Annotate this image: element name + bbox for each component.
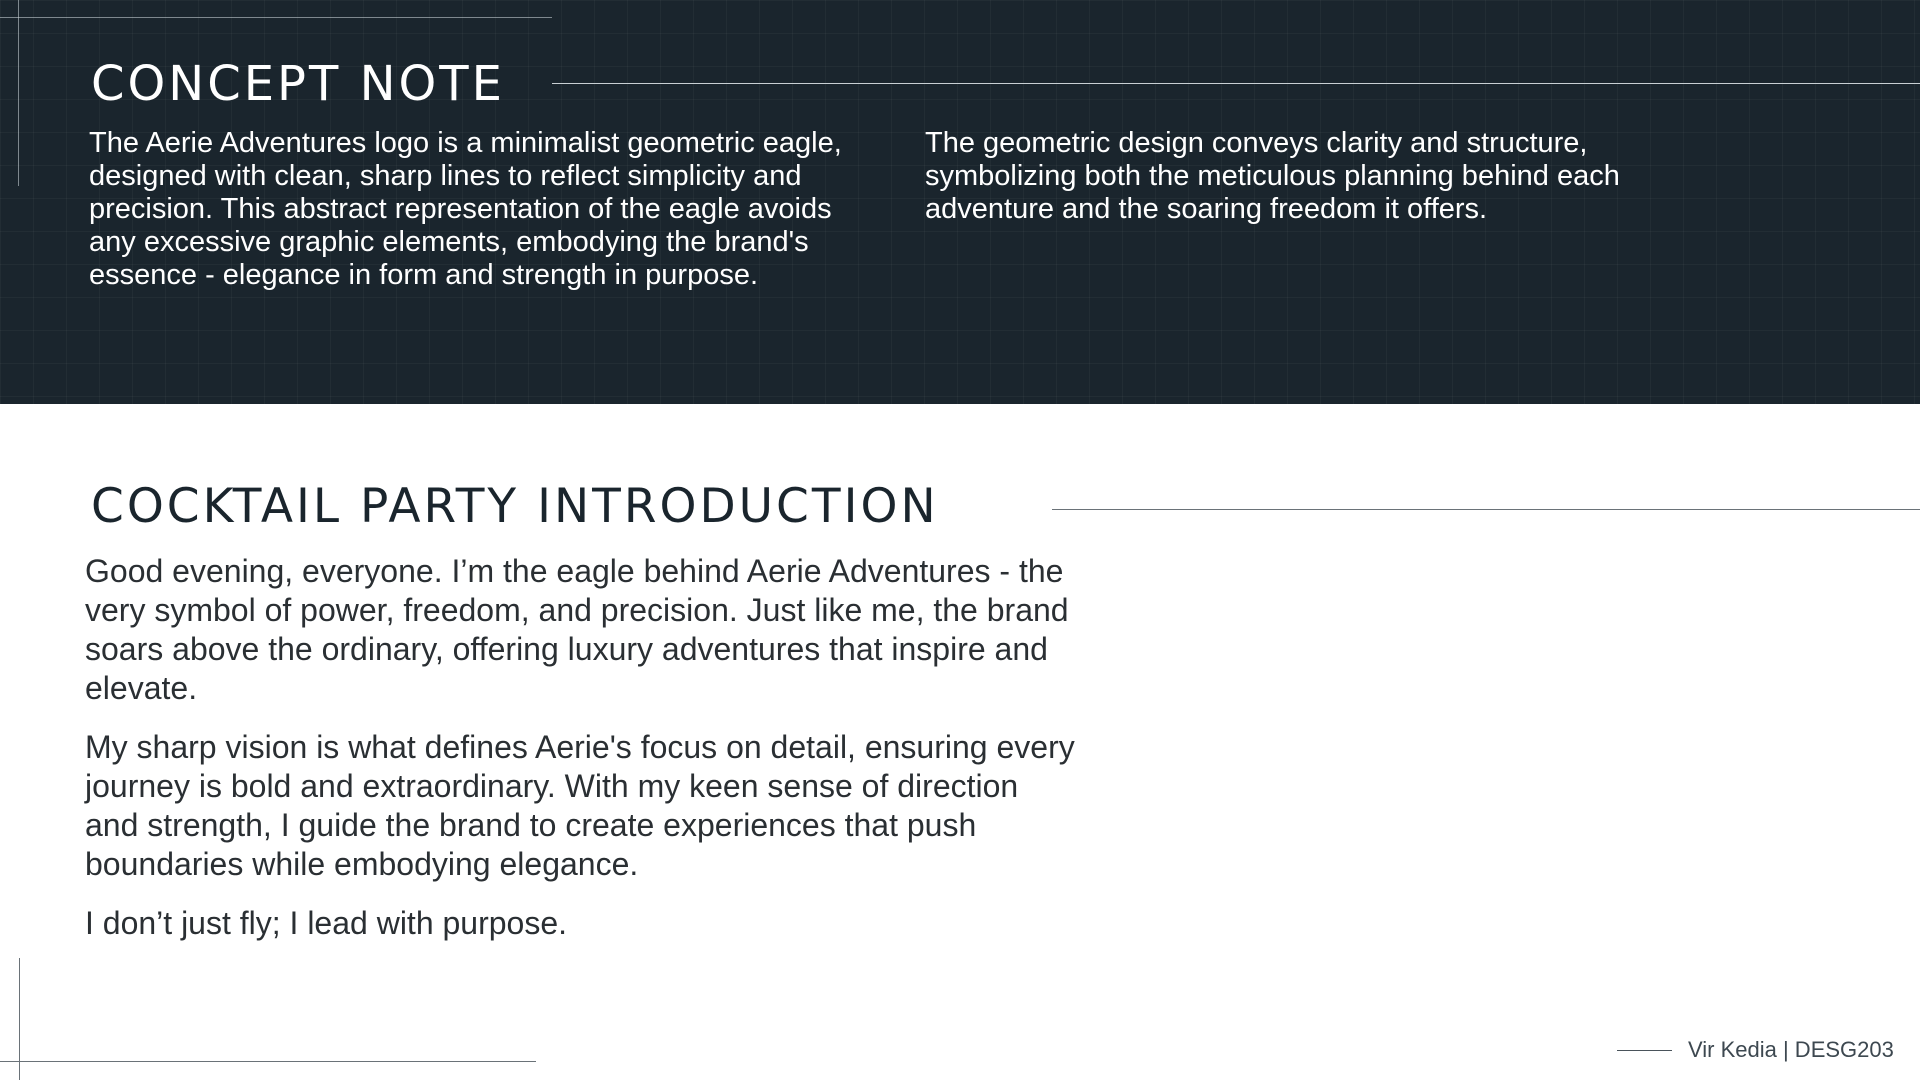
footer-credit: Vir Kedia | DESG203 <box>1688 1037 1894 1062</box>
top-left-horizontal-rule <box>0 17 552 18</box>
cocktail-title-rule <box>1052 509 1920 510</box>
bottom-left-vertical-rule <box>19 958 20 1080</box>
bottom-left-horizontal-rule <box>0 1061 536 1062</box>
cocktail-party-title: COCKTAIL PARTY INTRODUCTION <box>91 479 939 534</box>
concept-note-title: CONCEPT NOTE <box>91 56 505 112</box>
top-left-vertical-rule <box>18 0 19 186</box>
concept-note-left-text: The Aerie Adventures logo is a minimalist geometric eagle, designed with clean, sharp lines to reflect simplicity and precision. This abstract representation of the eagle avoids any excessive graphic elements, embodying the brand's essence - elegance in form and strength in purpose. <box>89 127 842 291</box>
concept-note-right-text: The geometric design conveys clarity and structure, symbolizing both the meticulous planning behind each adventure and the soaring freedom it offers. <box>925 127 1620 225</box>
cocktail-paragraph-3: I don’t just fly; I lead with purpose. <box>85 905 568 941</box>
concept-title-rule <box>552 83 1920 84</box>
footer-rule <box>1617 1050 1672 1051</box>
cocktail-paragraph-1: Good evening, everyone. I’m the eagle behind Aerie Adventures - the very symbol of power, freedom, and precision. Just like me, the brand soars above the ordinary, offering luxury adventures that inspire and elevate. <box>85 553 1069 706</box>
cocktail-paragraph-2: My sharp vision is what defines Aerie's focus on detail, ensuring every journey is bold and extraordinary. With my keen sense of direction and strength, I guide the brand to create experiences that push boundaries while embodying elegance. <box>85 729 1075 882</box>
